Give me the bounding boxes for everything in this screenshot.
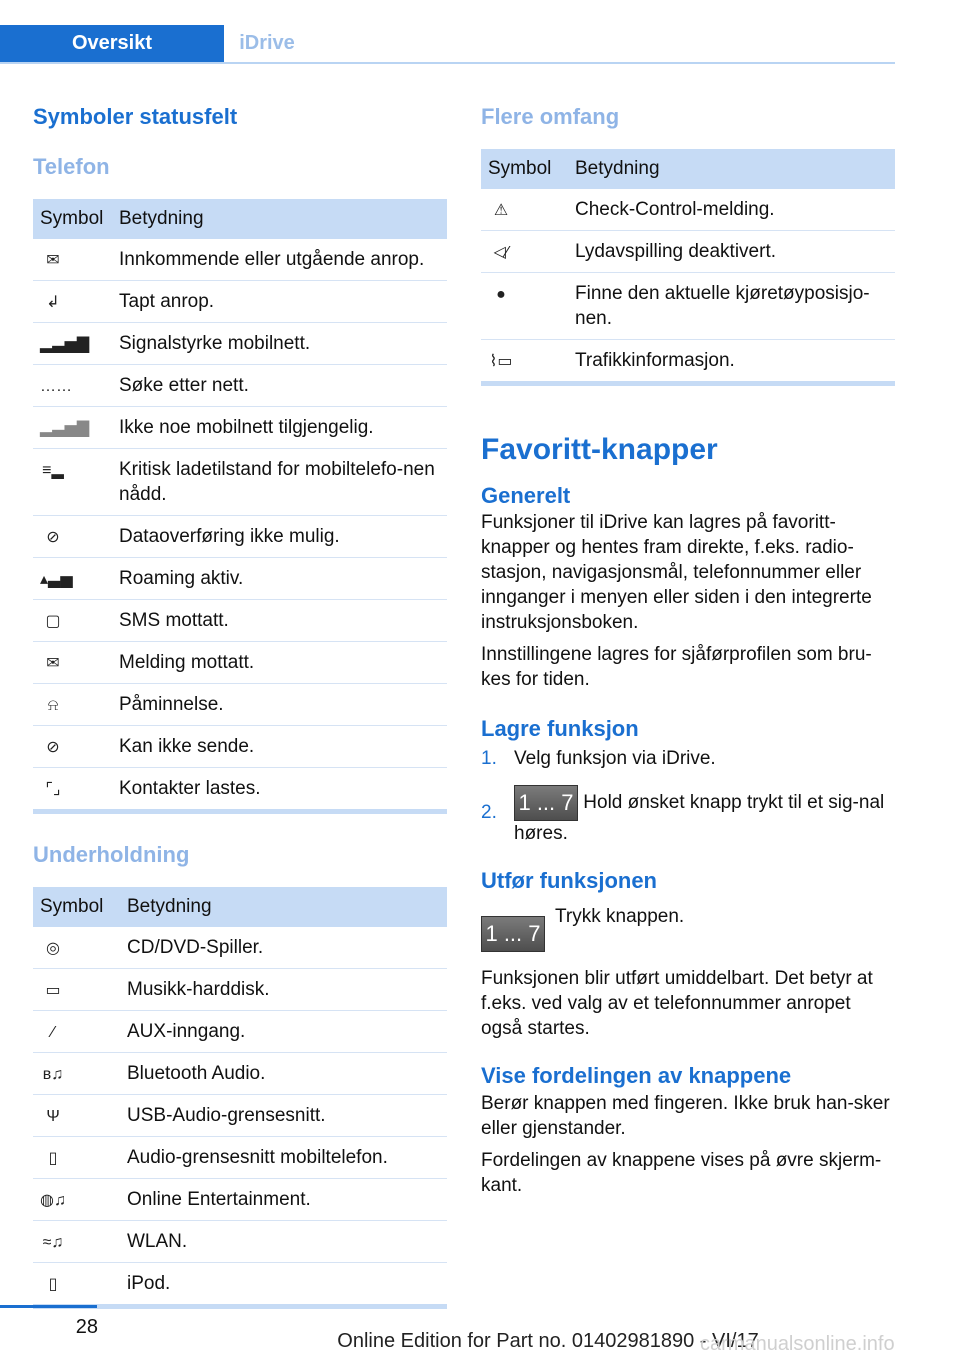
row-text: iPod. xyxy=(120,1263,447,1307)
table-row xyxy=(481,273,895,340)
row-text: Lydavspilling deaktivert. xyxy=(568,231,895,273)
contacts-loading-icon: ⌜⌟ xyxy=(45,781,61,798)
bell-icon: ⍾ xyxy=(47,697,59,714)
vise-paragraph-2: Fordelingen av knappene vises på øvre skjerm-kant. xyxy=(481,1150,882,1196)
watermark: carmanualsonline.info xyxy=(700,1333,895,1355)
muted-speaker-icon: ◁∕ xyxy=(493,244,509,261)
table-row xyxy=(33,600,447,642)
row-text: Finne den aktuelle kjøretøyposisjo-nen. xyxy=(568,273,895,340)
aux-plug-icon: ∕ xyxy=(51,1024,55,1041)
row-text: Innkommende eller utgående anrop. xyxy=(112,239,447,281)
list-item xyxy=(481,746,895,771)
row-text: USB-Audio-grensesnitt. xyxy=(120,1095,447,1137)
table-row xyxy=(33,407,447,449)
table-row xyxy=(33,281,447,323)
row-text: Trafikkinformasjon. xyxy=(568,340,895,384)
table-row xyxy=(33,726,447,768)
envelope-icon: ✉ xyxy=(46,655,60,672)
hard-disk-icon: ▭ xyxy=(45,982,61,999)
searching-dots-icon: …… xyxy=(40,378,72,395)
table-row xyxy=(33,239,447,281)
row-text: Kan ikke sende. xyxy=(112,726,447,768)
cd-icon: ◎ xyxy=(46,940,60,957)
generelt-paragraph-2: Innstillingene lagres for sjåførprofilen som bru-kes for tiden. xyxy=(481,644,872,690)
heading-vise-fordelingen: Vise fordelingen av knappene xyxy=(481,1063,792,1088)
lagre-steps xyxy=(481,746,895,846)
step-number: 2. xyxy=(481,802,497,823)
row-text: Ikke noe mobilnett tilgjengelig. xyxy=(112,407,447,449)
row-text: Musikk-harddisk. xyxy=(120,969,447,1011)
no-data-icon: ⊘ xyxy=(46,529,60,546)
sms-icon: ▢ xyxy=(45,613,61,630)
row-text: WLAN. xyxy=(120,1221,447,1263)
phone-call-icon: ✉︎ xyxy=(46,252,60,269)
table-row xyxy=(481,340,895,384)
heading-flere-omfang: Flere omfang xyxy=(481,104,620,129)
row-text: Online Entertainment. xyxy=(120,1179,447,1221)
roaming-icon: ▴▃▅ xyxy=(40,571,73,588)
vise-paragraph-1: Berør knappen med fingeren. Ikke bruk han-sker eller gjenstander. xyxy=(481,1093,890,1139)
col-header-symbol: Symbol xyxy=(481,149,568,189)
step-text: Hold ønsket knapp trykt til et sig-nal høres. xyxy=(514,792,885,844)
utfor-paragraph: Funksjonen blir utført umiddelbart. Det betyr at f.eks. ved valg av et telefonnummer anropet også startes. xyxy=(481,968,873,1039)
table-row xyxy=(33,365,447,407)
heading-generelt: Generelt xyxy=(481,483,571,508)
warning-triangle-icon: ⚠︎ xyxy=(493,202,509,219)
heading-underholdning: Underholdning xyxy=(33,842,190,867)
wlan-icon: ≈♫ xyxy=(42,1234,64,1251)
table-row xyxy=(33,1179,447,1221)
step-number: 1. xyxy=(481,748,497,769)
row-text: Signalstyrke mobilnett. xyxy=(112,323,447,365)
bluetooth-audio-icon: ʙ♫ xyxy=(42,1066,64,1083)
step-text: Velg funksjon via iDrive. xyxy=(514,748,716,769)
tab-bar xyxy=(0,25,895,64)
table-row xyxy=(33,1095,447,1137)
row-text: CD/DVD-Spiller. xyxy=(120,927,447,969)
table-row xyxy=(33,323,447,365)
heading-telefon: Telefon xyxy=(33,154,110,179)
table-row xyxy=(33,927,447,969)
low-battery-icon: ≡▂ xyxy=(42,462,64,479)
table-row xyxy=(33,558,447,600)
row-text: Check-Control-melding. xyxy=(568,189,895,231)
cannot-send-icon: ⊘ xyxy=(46,739,60,756)
traffic-car-icon: ⌇▭ xyxy=(489,353,513,370)
page-number: 28 xyxy=(75,1316,98,1338)
missed-call-icon: ↲ xyxy=(46,294,60,311)
row-text: Kontakter lastes. xyxy=(112,768,447,812)
row-text: Bluetooth Audio. xyxy=(120,1053,447,1095)
edition-note: Online Edition for Part no. 01402981890 - VI/17 xyxy=(337,1330,759,1352)
row-text: Roaming aktiv. xyxy=(112,558,447,600)
row-text: SMS mottatt. xyxy=(112,600,447,642)
col-header-betydning: Betydning xyxy=(568,149,895,189)
online-entertainment-icon: ◍♫ xyxy=(40,1192,66,1209)
heading-utfor-funksjonen: Utfør funksjonen xyxy=(481,868,657,893)
table-row xyxy=(33,969,447,1011)
table-row xyxy=(33,1263,447,1307)
table-row xyxy=(33,1221,447,1263)
row-text: Kritisk ladetilstand for mobiltelefo-nen nådd. xyxy=(112,449,447,516)
utfor-row xyxy=(481,904,895,952)
table-row xyxy=(33,642,447,684)
col-header-symbol: Symbol xyxy=(33,199,112,239)
footer-rule xyxy=(0,1305,97,1308)
right-column xyxy=(481,100,895,1198)
underholdning-table xyxy=(33,887,447,1309)
row-text: AUX-inngang. xyxy=(120,1011,447,1053)
row-text: Tapt anrop. xyxy=(112,281,447,323)
row-text: Søke etter nett. xyxy=(112,365,447,407)
tab-oversikt[interactable]: Oversikt xyxy=(0,25,224,62)
table-row xyxy=(33,1053,447,1095)
col-header-betydning: Betydning xyxy=(112,199,447,239)
mobile-audio-icon: ▯ xyxy=(48,1150,58,1167)
table-row xyxy=(33,1011,447,1053)
list-item xyxy=(481,785,895,846)
utfor-text: Trykk knappen. xyxy=(555,906,685,927)
col-header-symbol: Symbol xyxy=(33,887,120,927)
row-text: Audio-grensesnitt mobiltelefon. xyxy=(120,1137,447,1179)
telefon-table xyxy=(33,199,447,814)
row-text: Melding mottatt. xyxy=(112,642,447,684)
left-column xyxy=(33,100,447,1309)
row-text: Dataoverføring ikke mulig. xyxy=(112,516,447,558)
favorite-button-1-7: 1 ... 7 xyxy=(514,785,578,821)
table-row xyxy=(481,231,895,273)
generelt-paragraph-1: Funksjoner til iDrive kan lagres på favoritt-knapper og hentes fram direkte, f.eks. radio-stasjon, navigasjonsmål, telefonnummer eller innganger i menyen eller siden i den integrerte instruksjonsboken. xyxy=(481,512,872,633)
table-row xyxy=(33,684,447,726)
flere-omfang-table xyxy=(481,149,895,386)
tab-idrive[interactable]: iDrive xyxy=(239,32,295,54)
table-row xyxy=(33,449,447,516)
favorite-button-1-7: 1 ... 7 xyxy=(481,916,545,952)
table-row xyxy=(33,1137,447,1179)
row-text: Påminnelse. xyxy=(112,684,447,726)
col-header-betydning: Betydning xyxy=(120,887,447,927)
signal-bars-icon: ▂▃▅▇ xyxy=(40,336,90,353)
heading-favoritt-knapper: Favoritt-knapper xyxy=(481,433,718,466)
usb-icon: Ψ xyxy=(46,1108,60,1125)
ipod-icon: ▯ xyxy=(48,1276,58,1293)
table-row xyxy=(33,768,447,812)
table-row xyxy=(33,516,447,558)
heading-lagre-funksjon: Lagre funksjon xyxy=(481,716,639,741)
table-row xyxy=(481,189,895,231)
heading-symboler-statusfelt: Symboler statusfelt xyxy=(33,104,238,129)
no-signal-icon: ▂▃▅▇ xyxy=(40,420,90,437)
position-icon: ● xyxy=(496,286,506,303)
